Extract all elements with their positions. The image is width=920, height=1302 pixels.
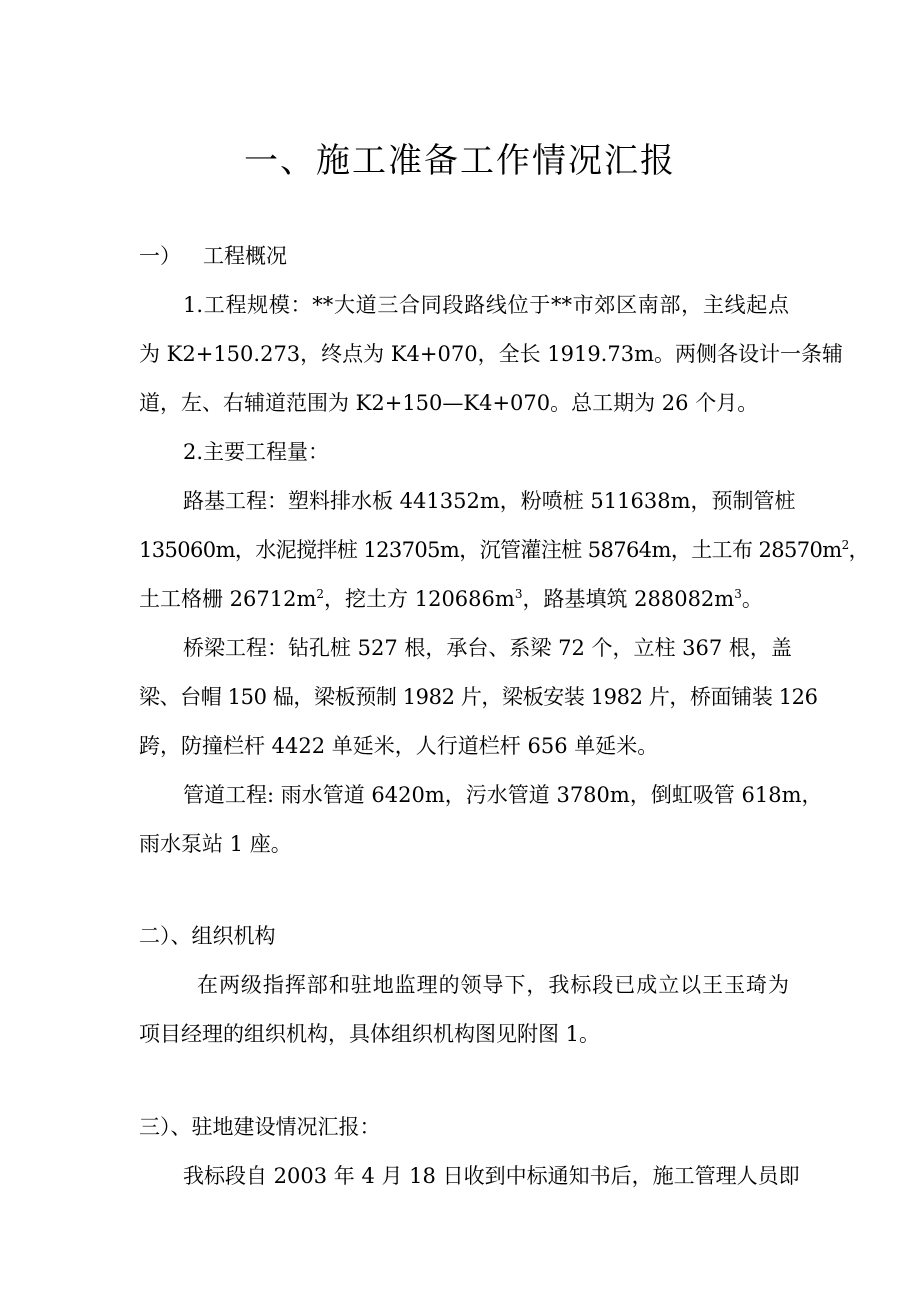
paragraph-line: 桥梁工程：钻孔桩 527 根，承台、系梁 72 个，立柱 367 根，盖 [183, 636, 792, 660]
subheading-main-quantities: 2.主要工程量： [183, 440, 330, 464]
paragraph-line: 项目经理的组织机构，具体组织机构图见附图 1。 [139, 1022, 601, 1046]
paragraph-line: 在两级指挥部和驻地监理的领导下，我标段已成立以王玉琦为 [197, 973, 789, 997]
paragraph-line: 土工格栅 $26712m^2$，挖土方 $120686m^3$，路基填筑 $288082m^3$。 [139, 587, 763, 611]
paragraph-line: 雨水泵站 1 座。 [139, 832, 292, 856]
paragraph-line: 我标段自 2003 年 4 月 18 日收到中标通知书后，施工管理人员即 [183, 1164, 800, 1188]
section-heading-site-construction: 三）、驻地建设情况汇报： [139, 1115, 381, 1139]
document-title: 一、施工准备工作情况汇报 [244, 141, 676, 181]
paragraph-line: 1.工程规模：**大道三合同段路线位于**市郊区南部，主线起点 [183, 293, 789, 317]
section-heading-organization: 二）、组织机构 [139, 924, 276, 948]
paragraph-line: 梁、台帽 150 榀，梁板预制 1982 片，梁板安装 1982 片，桥面铺装 126 [139, 685, 818, 709]
paragraph-line: 跨，防撞栏杆 4422 单延米，人行道栏杆 656 单延米。 [139, 734, 659, 758]
section-number: 一） [139, 244, 181, 268]
paragraph-line: 路基工程：塑料排水板 441352m，粉喷桩 511638m，预制管桩 [183, 489, 796, 513]
section-heading-engineering-overview [139, 241, 789, 271]
paragraph-line: 管道工程: 雨水管道 6420m，污水管道 3780m，倒虹吸管 618m， [183, 783, 823, 807]
paragraph-line: 为 K2+150.273，终点为 K4+070，全长 1919.73m。两侧各设计一条辅 [139, 342, 843, 366]
paragraph-line: 135060m，水泥搅拌桩 123705m，沉管灌注桩 58764m，土工布 $28570m^2$， [139, 538, 870, 562]
paragraph-line: 道，左、右辅道范围为 K2+150—K4+070。总工期为 26 个月。 [139, 391, 759, 415]
section-heading-text: 工程概况 [203, 244, 287, 268]
